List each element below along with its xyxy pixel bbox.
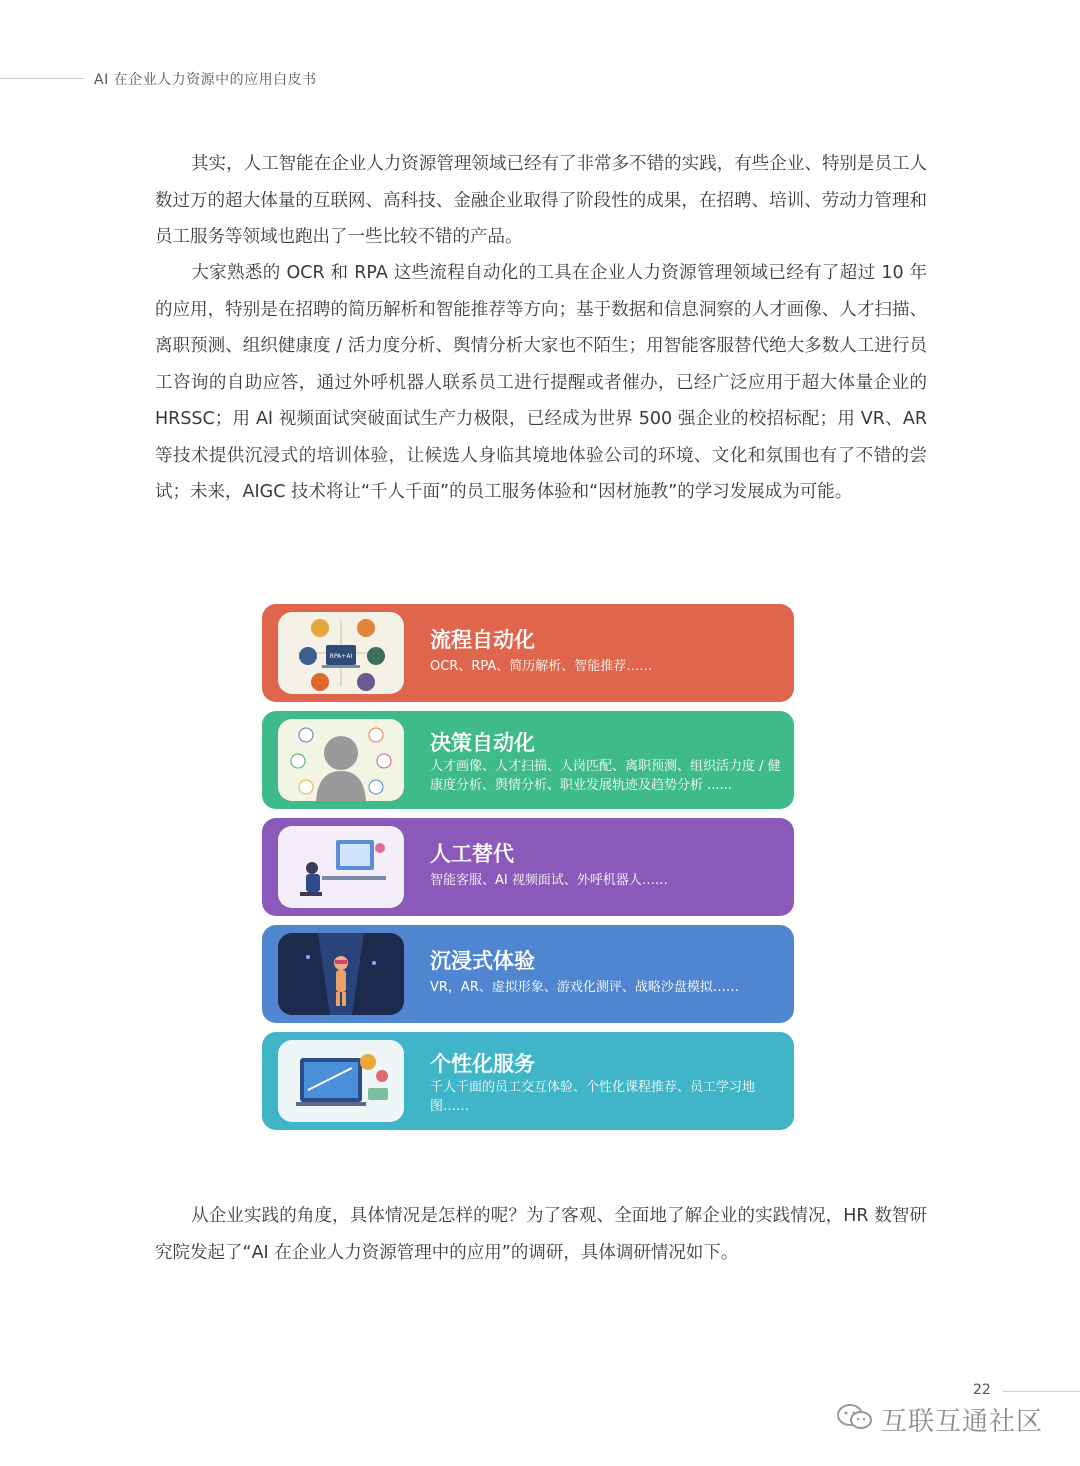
card-title: 沉浸式体验	[430, 949, 535, 973]
rpa-ai-illustration	[278, 612, 404, 694]
card-title: 决策自动化	[430, 731, 535, 755]
personalized-dashboard-illustration	[278, 1040, 404, 1122]
card-description: 人才画像、人才扫描、人岗匹配、离职预测、组织活力度 / 健康度分析、舆情分析、职业发展轨迹及趋势分析 ......	[430, 759, 781, 793]
ai-assistant-illustration	[278, 826, 404, 908]
card-description: 千人千面的员工交互体验、个性化课程推荐、员工学习地图……	[430, 1080, 756, 1114]
watermark	[835, 1399, 1043, 1439]
wechat-icon	[835, 1402, 875, 1436]
card-decision-automation	[262, 711, 794, 809]
card-process-automation	[262, 604, 794, 702]
card-personalized-service	[262, 1032, 794, 1130]
card-immersive-experience	[262, 925, 794, 1023]
rpa-ai-screen-label: RPA+AI	[329, 653, 353, 660]
paragraph-applications	[155, 255, 927, 511]
card-human-replacement	[262, 818, 794, 916]
ai-application-cards	[262, 604, 794, 1139]
paragraph-intro-text: 其实，人工智能在企业人力资源管理领域已经有了非常多不错的实践，有些企业、特别是员工人数过万的超大体量的互联网、高科技、金融企业取得了阶段性的成果，在招聘、培训、劳动力管理和员工服务等领域也跑出了一些比较不错的产品。	[155, 154, 927, 247]
watermark-text: 互联互通社区	[881, 1406, 1044, 1437]
card-description: 智能客服、AI 视频面试、外呼机器人……	[430, 873, 668, 888]
header-rule	[0, 78, 84, 79]
card-title: 个性化服务	[430, 1052, 535, 1076]
card-description: OCR、RPA、简历解析、智能推荐……	[430, 659, 653, 674]
paragraph-intro	[155, 146, 927, 256]
paragraph-survey	[155, 1198, 927, 1271]
page-number: 22	[973, 1382, 991, 1398]
vr-headset-illustration	[278, 933, 404, 1015]
paragraph-survey-text: 从企业实践的角度，具体情况是怎样的呢？为了客观、全面地了解企业的实践情况，HR 数智研究院发起了“AI 在企业人力资源管理中的应用”的调研，具体调研情况如下。	[155, 1206, 927, 1263]
running-header-title: AI 在企业人力资源中的应用白皮书	[94, 72, 317, 88]
card-title: 流程自动化	[430, 628, 535, 652]
footer-rule	[1003, 1391, 1080, 1392]
card-title: 人工替代	[430, 842, 514, 866]
talent-profile-illustration	[278, 719, 404, 801]
paragraph-applications-text: 大家熟悉的 OCR 和 RPA 这些流程自动化的工具在企业人力资源管理领域已经有了超过 10 年的应用，特别是在招聘的简历解析和智能推荐等方向；基于数据和信息洞察的人才画像、人才扫描、离职预测、组织健康度 / 活力度分析、舆情分析大家也不陌生；用智能客服替代绝大多数人工进行员工咨询的自助应答，通过外呼机器人联系员工进行提醒或者催办，已经广泛应用于超大体量企业的 HRSSC；用 AI 视频面试突破面试生产力极限，已经成为世界 500 强企业的校招标配；用 VR、AR 等技术提供沉浸式的培训体验，让候选人身临其境地体验公司的环境、文化和氛围也有了不错的尝试；未来，AIGC 技术将让“千人千面”的员工服务体验和“因材施教”的学习发展成为可能。	[155, 263, 927, 502]
card-description: VR，AR、虚拟形象、游戏化测评、战略沙盘模拟……	[430, 980, 739, 995]
